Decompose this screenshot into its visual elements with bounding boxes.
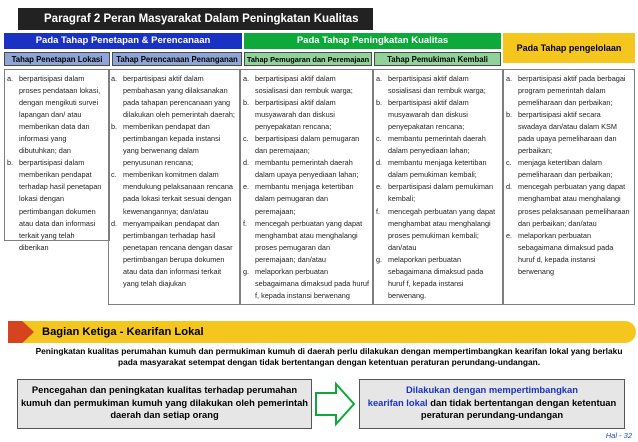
- list-text: membantu pemerintah daerah dalam upaya penyediaan lahan;: [255, 158, 359, 180]
- list-text: berpartisipasi dalam pemugaran dan peremajaan;: [255, 134, 360, 156]
- list-text: berpartisipasi aktif dalam musyawarah dan diskusi penyepakatan rencana;: [255, 98, 336, 132]
- subheader-resettlement: Tahap Pemukiman Kembali: [374, 52, 501, 66]
- list-item: [506, 181, 631, 229]
- list-item: [243, 218, 369, 266]
- list-text: memberikan komitmen dalam mendukung pelaksanaan rencana pada lokasi terkait sesuai dengan kewenangannya; dan/atau: [123, 170, 233, 216]
- list-item: [376, 73, 499, 97]
- list-item: [7, 73, 106, 157]
- list-text: berpartisipasi dalam pemukiman kembali;: [388, 182, 494, 204]
- list-marker: c.: [506, 158, 512, 168]
- list-item: [243, 73, 369, 97]
- list-marker: d.: [111, 218, 118, 228]
- list-item: [376, 133, 499, 157]
- statement-rest: dan tidak bertentangan dengan ketentuan peraturan perundang-undangan: [420, 396, 617, 420]
- statement-box-left: Pencegahan dan peningkatan kualitas terhadap perumahan kumuh dan permukiman kumuh yang dilakukan oleh pemerintah daerah dan setiap orang: [17, 379, 312, 429]
- page-number: Hal - 32: [605, 431, 632, 440]
- list-text: menjaga ketertiban dalam pemeliharaan dan perbaikan;: [518, 158, 613, 180]
- list-text: berpartisipasi aktif dalam sosialisasi dan rembuk warga;: [255, 74, 353, 96]
- list-marker: f.: [376, 206, 381, 216]
- page-title: Paragraf 2 Peran Masyarakat Dalam Peningkatan Kualitas: [18, 8, 373, 30]
- list-marker: a.: [376, 74, 383, 83]
- stage-maintenance-header: Pada Tahap pengelolaan: [503, 33, 635, 63]
- list-marker: d.: [243, 158, 250, 168]
- list-item: [376, 97, 499, 133]
- subheader-restoration: Tahap Pemugaran dan Peremajaan: [244, 52, 372, 66]
- list-marker: e.: [243, 182, 250, 192]
- statement-highlight: kearifan lokal: [367, 396, 428, 408]
- column-resettlement: [373, 69, 503, 305]
- list-text: berpartisipasi aktif dalam pembahasan yang dilaksanakan pada tahapan perencanaan yang dilakukan oleh pemerintah daerah;: [123, 74, 235, 120]
- list-text: melaporkan perbuatan sebagaimana dimaksud pada huruf f, kepada instansi berwenang.: [388, 254, 484, 300]
- list-text: berpartisipasi aktif pada berbagai program pemerintah dalam pemeliharaan dan perbaikan;: [518, 74, 626, 108]
- stage-improvement-header: Pada Tahap Peningkatan Kualitas: [244, 33, 501, 49]
- list-text: berpartisipasi dalam memberikan pendapat terhadap hasil penetapan lokasi dengan pertimbangan dokumen atau data dan informasi terkait yang telah diberikan: [19, 158, 102, 252]
- list-marker: a.: [7, 74, 14, 83]
- list-item: [243, 266, 369, 302]
- subheader-location: Tahap Penetapan Lokasi: [4, 52, 110, 66]
- list-text: membantu pemerintah daerah dalam penyediaan lahan;: [388, 134, 486, 156]
- list-text: berpartisipasi aktif secara swadaya dan/atau dalam KSM pada upaya pemeliharaan dan perbaikan;: [518, 110, 617, 156]
- list-marker: g.: [243, 266, 250, 276]
- list-item: [506, 157, 631, 181]
- list-text: melaporkan perbuatan sebagaimana dimaksud pada huruf f, kepada instansi berwenang: [255, 266, 369, 300]
- column-location: [4, 69, 110, 252]
- list-text: mencegah perbuatan yang dapat menghambat atau menghalangi proses pemukiman kembali; dan/atau: [388, 206, 496, 252]
- list-item: [376, 157, 499, 181]
- list-item: [243, 97, 369, 133]
- subheader-planning: Tahap Perencanaan Penanganan: [112, 52, 242, 66]
- column-planning: [108, 69, 240, 305]
- list-item: [243, 157, 369, 181]
- list-marker: e.: [506, 230, 513, 240]
- right-arrow-icon: [314, 382, 356, 426]
- list-marker: f.: [243, 218, 248, 228]
- list-text: berpartisipasi aktif dalam sosialisasi dan rembuk warga;: [388, 74, 486, 96]
- list-text: mencegah perbuatan yang dapat menghambat atau menghalangi proses pelaksanaan pemeliharaan dan perbaikan; dan/atau: [518, 182, 630, 228]
- list-marker: a.: [506, 74, 513, 83]
- list-marker: a.: [243, 74, 250, 83]
- column-maintenance: [503, 69, 635, 305]
- list-marker: c.: [111, 170, 117, 180]
- list-marker: c.: [243, 134, 249, 144]
- list-item: [376, 254, 499, 302]
- list-item: [111, 218, 236, 290]
- section-banner-title: Bagian Ketiga - Kearifan Lokal: [42, 326, 204, 338]
- list-marker: e.: [376, 182, 383, 192]
- column-restoration: [240, 69, 373, 305]
- list-marker: c.: [376, 134, 382, 144]
- list-marker: b.: [111, 122, 118, 132]
- list-marker: b.: [7, 158, 14, 168]
- list-marker: b.: [243, 98, 250, 108]
- list-item: [506, 109, 631, 157]
- stage-planning-header: Pada Tahap Penetapan & Perencanaan: [4, 33, 242, 49]
- list-text: berpartisipasi aktif dalam musyawarah dan diskusi penyepakatan rencana;: [388, 98, 469, 132]
- list-item: [506, 230, 631, 278]
- list-item: [7, 157, 106, 253]
- list-item: [243, 181, 369, 217]
- list-marker: b.: [506, 110, 513, 120]
- list-marker: d.: [376, 158, 383, 168]
- intro-paragraph: Peningkatan kualitas perumahan kumuh dan permukiman kumuh di daerah perlu dilakukan dengan mempertimbangkan kearifan lokal yang berlaku pada masyarakat setempat dengan tidak bertentangan dengan ketentuan peraturan perundang-undangan.: [35, 346, 623, 367]
- list-text: berpartisipasi dalam proses pendataan lokasi, dengan mengikuti survei lapangan dan/ atau memberikan data dan informasi yang dibutuhkan; dan: [19, 74, 101, 156]
- list-text: melaporkan perbuatan sebagaimana dimaksud pada huruf d, kepada instansi berwenang: [518, 230, 614, 276]
- list-item: [243, 133, 369, 157]
- list-item: [376, 181, 499, 205]
- list-text: membantu menjaga ketertiban dalam pemukiman kembali;: [388, 158, 487, 180]
- list-text: mencegah perbuatan yang dapat menghambat atau menghalangi proses pemugaran dan peremajaan; dan/atau: [255, 218, 363, 264]
- statement-lead: Dilakukan dengan mempertimbangkan: [406, 384, 578, 395]
- statement-box-right: [359, 379, 625, 429]
- list-item: [111, 73, 236, 121]
- list-text: memberikan pendapat dan pertimbangan kepada instansi yang berwenang dalam penyusunan rencana;: [123, 122, 221, 168]
- list-marker: b.: [376, 98, 383, 108]
- list-item: [111, 169, 236, 217]
- list-text: menyampaikan pendapat dan pertimbangan terhadap hasil penetapan rencana dengan dasar pertimbangan berupa dokumen atau data dan informasi terkait yang telah diajukan: [123, 218, 233, 288]
- list-text: membantu menjaga ketertiban dalam pemugaran dan peremajaan;: [255, 182, 354, 216]
- list-item: [111, 121, 236, 169]
- list-item: [376, 206, 499, 254]
- list-marker: g.: [376, 254, 383, 264]
- list-marker: a.: [111, 74, 118, 83]
- list-marker: d.: [506, 182, 513, 192]
- list-item: [506, 73, 631, 109]
